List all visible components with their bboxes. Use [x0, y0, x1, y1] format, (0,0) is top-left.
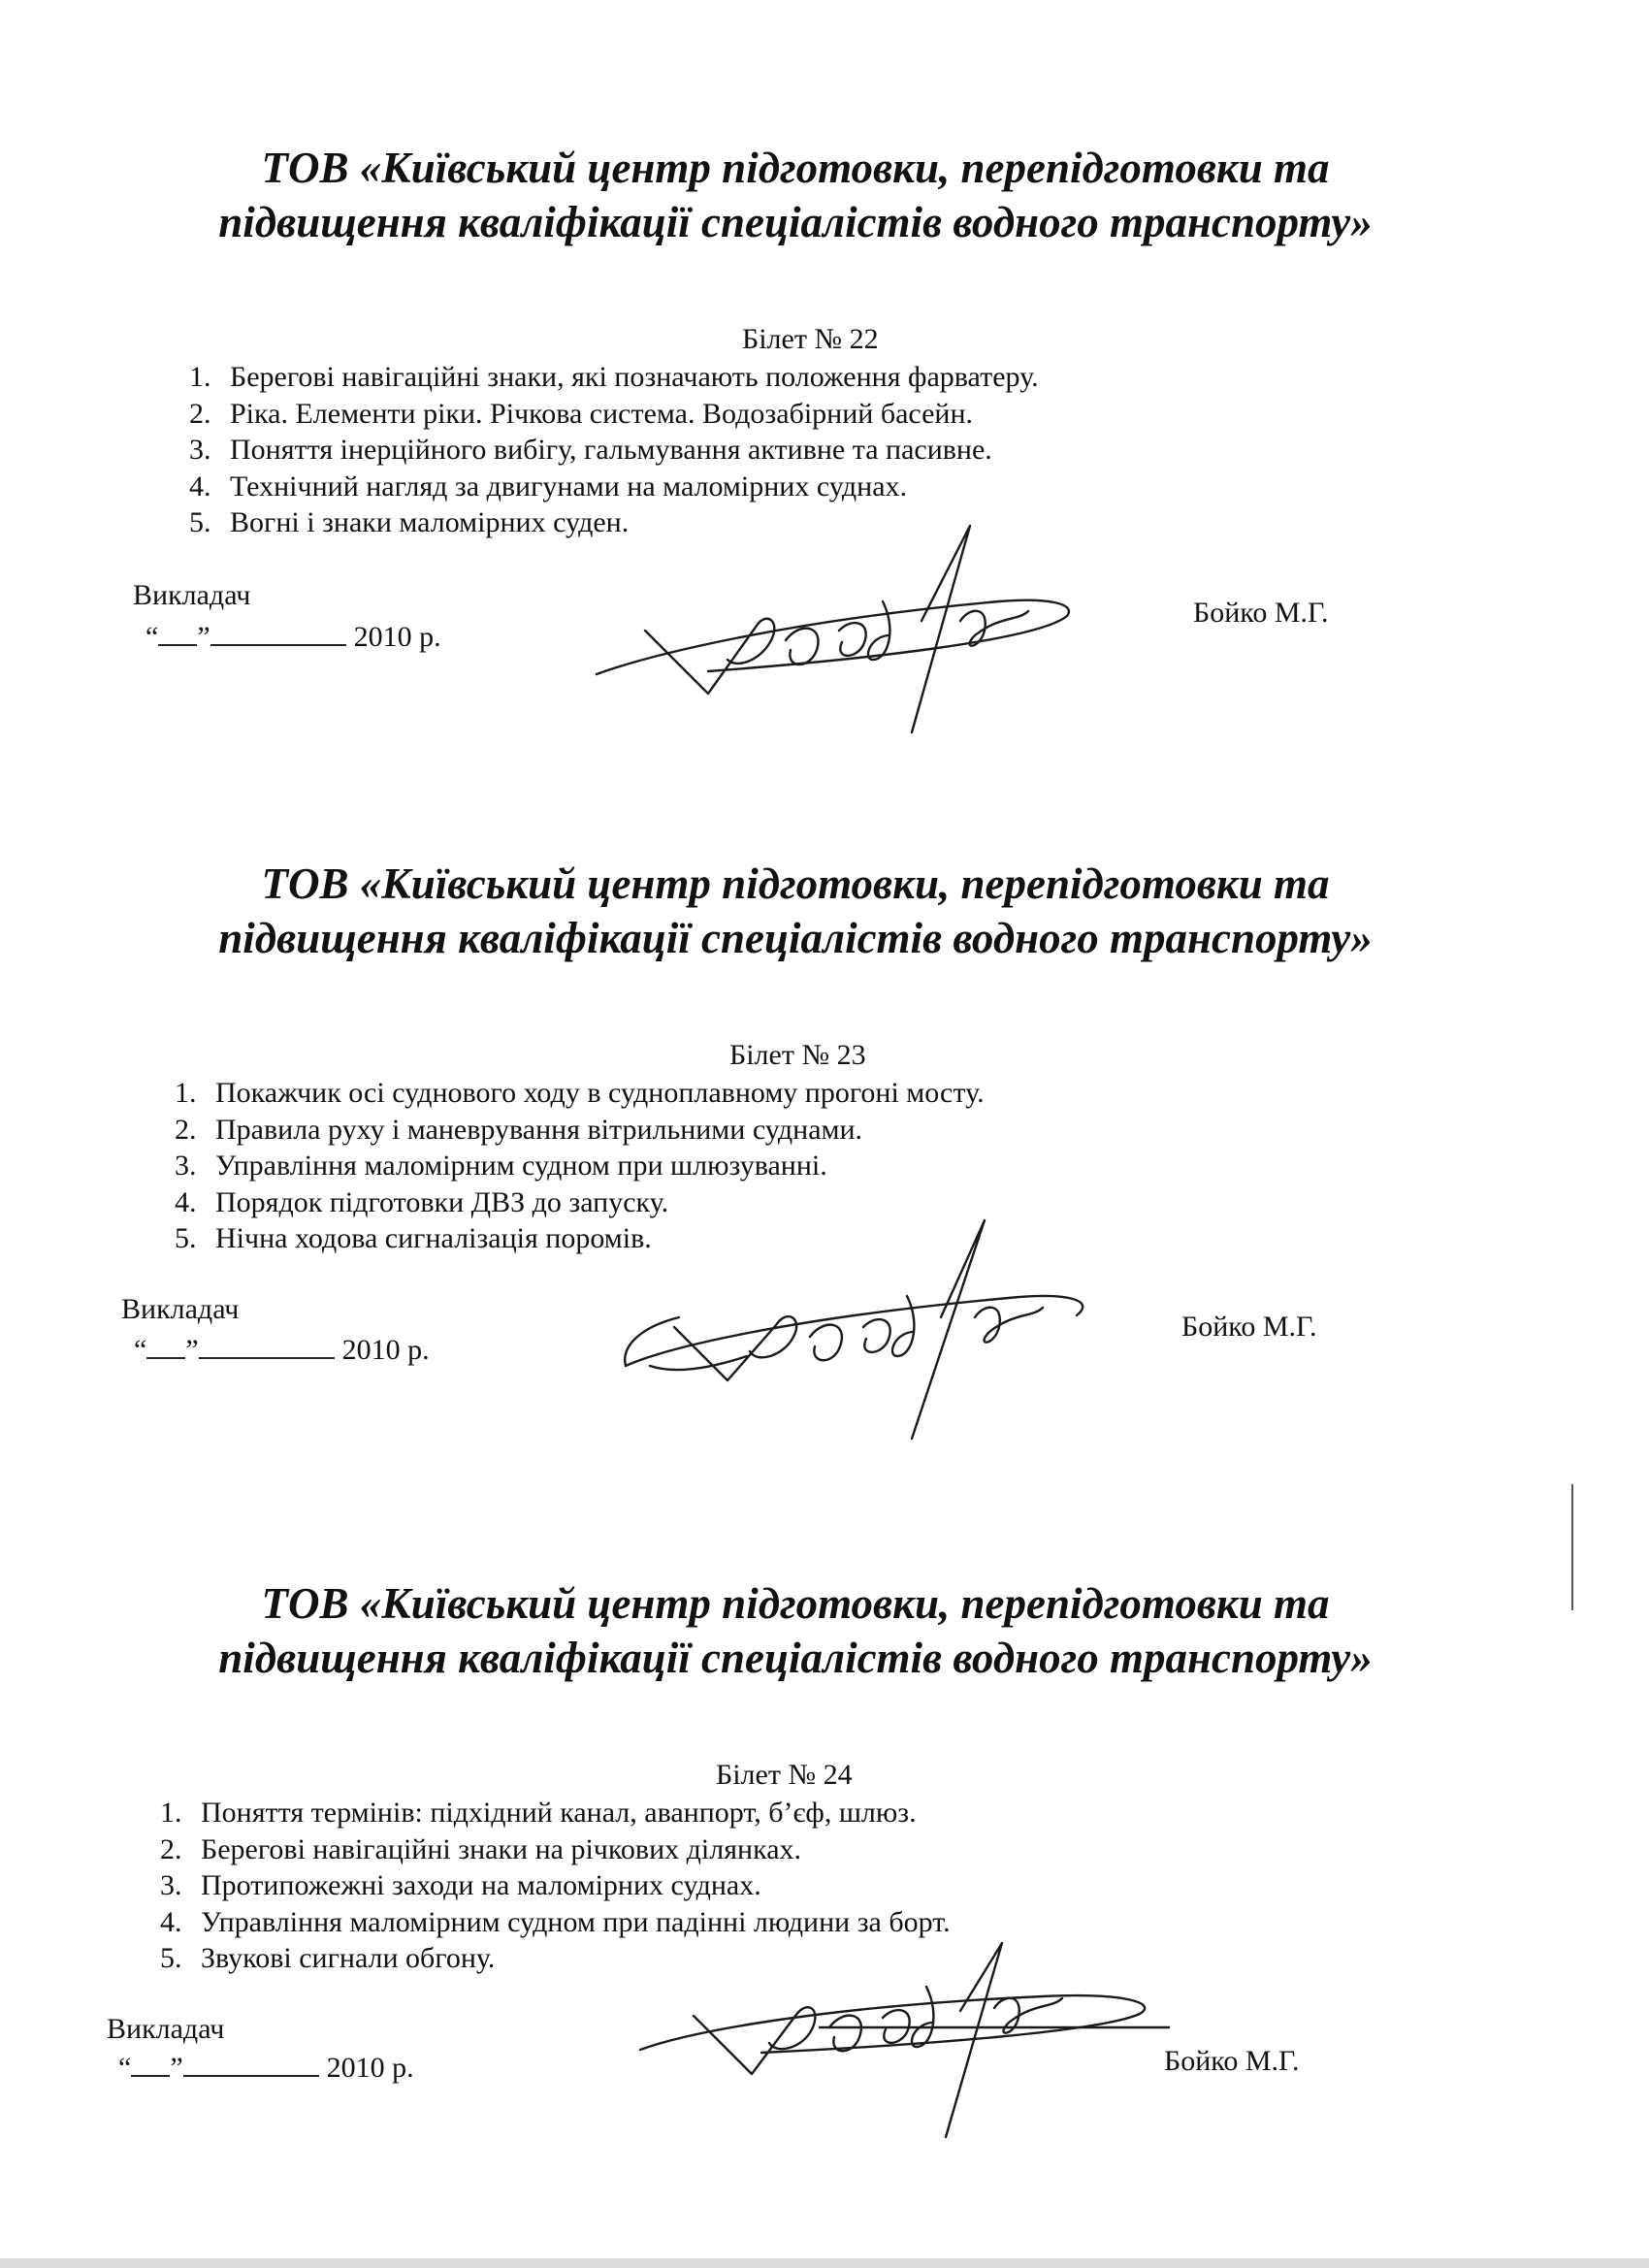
day-blank: [146, 1336, 185, 1359]
organization-title-line2: підвищення кваліфікації спеціалістів водного транспорту»: [218, 198, 1373, 246]
month-blank: [183, 2054, 319, 2077]
month-blank: [210, 623, 346, 646]
question-item: 5. Нічна ходова сигналізація поромів.: [175, 1222, 652, 1254]
scan-bottom-edge: [0, 2258, 1649, 2268]
teacher-signature: [621, 1211, 1106, 1443]
month-blank: [199, 1336, 335, 1359]
organization-title: [194, 141, 1397, 249]
date-line: “ ” 2010 р.: [146, 621, 441, 653]
question-item: 4. Технічний нагляд за двигунами на маломірних суднах.: [189, 470, 908, 502]
question-item: 1. Поняття термінів: підхідний канал, аванпорт, б’єф, шлюз.: [160, 1797, 917, 1829]
date-line: “ ” 2010 р.: [118, 2052, 414, 2084]
teacher-label: Викладач: [121, 1293, 240, 1325]
ticket-number: Білет № 22: [742, 323, 879, 355]
question-item: 5. Вогні і знаки маломірних суден.: [189, 506, 630, 538]
question-item: 1. Берегові навігаційні знаки, які позначають положення фарватеру.: [189, 361, 1039, 393]
organization-title: [194, 1576, 1397, 1685]
day-blank: [158, 623, 197, 646]
teacher-label: Викладач: [133, 579, 251, 611]
ticket-24: [0, 1434, 1649, 2171]
organization-title-line2: підвищення кваліфікації спеціалістів водного транспорту»: [218, 914, 1373, 962]
ticket-number: Білет № 24: [716, 1759, 853, 1791]
question-item: 3. Поняття інерційного вибігу, гальмування активне та пасивне.: [189, 434, 992, 466]
question-item: 2. Берегові навігаційні знаки на річкових ділянках.: [160, 1832, 802, 1865]
question-item: 2. Ріка. Елементи ріки. Річкова система. Водозабірний басейн.: [189, 397, 974, 430]
question-item: 2. Правила руху і маневрування вітрильними суднами.: [175, 1113, 863, 1146]
teacher-name: Бойко М.Г.: [1164, 2045, 1300, 2077]
question-item: 1. Покажчик осі суднового ходу в судноплавному прогоні мосту.: [175, 1077, 985, 1109]
organization-title: [194, 857, 1397, 965]
question-item: 4. Порядок підготовки ДВЗ до запуску.: [175, 1185, 669, 1218]
ticket-number: Білет № 23: [729, 1039, 866, 1071]
organization-title-line2: підвищення кваліфікації спеціалістів водного транспорту»: [218, 1634, 1373, 1682]
question-item: 3. Управління маломірним судном при шлюзуванні.: [175, 1150, 827, 1182]
question-item: 5. Звукові сигнали обгону.: [160, 1942, 496, 1974]
teacher-signature: [635, 1938, 1179, 2142]
scan-artifact-mark: [1571, 1484, 1573, 1610]
question-item: 4. Управління маломірним судном при падінні людини за борт.: [160, 1905, 951, 1938]
organization-title-line1: ТОВ «Київський центр підготовки, перепідготовки та: [261, 1579, 1330, 1628]
organization-title-line1: ТОВ «Київський центр підготовки, перепідготовки та: [261, 144, 1330, 192]
date-line: “ ” 2010 р.: [134, 1334, 430, 1366]
day-blank: [131, 2054, 170, 2077]
question-item: 3. Протипожежні заходи на маломірних суднах.: [160, 1869, 761, 1901]
ticket-23: [0, 716, 1649, 1453]
teacher-signature: [592, 514, 1096, 737]
organization-title-line1: ТОВ «Київський центр підготовки, перепідготовки та: [261, 859, 1330, 908]
teacher-name: Бойко М.Г.: [1193, 597, 1329, 629]
ticket-22: [0, 0, 1649, 737]
teacher-label: Викладач: [107, 2013, 225, 2045]
teacher-name: Бойко М.Г.: [1181, 1311, 1317, 1343]
